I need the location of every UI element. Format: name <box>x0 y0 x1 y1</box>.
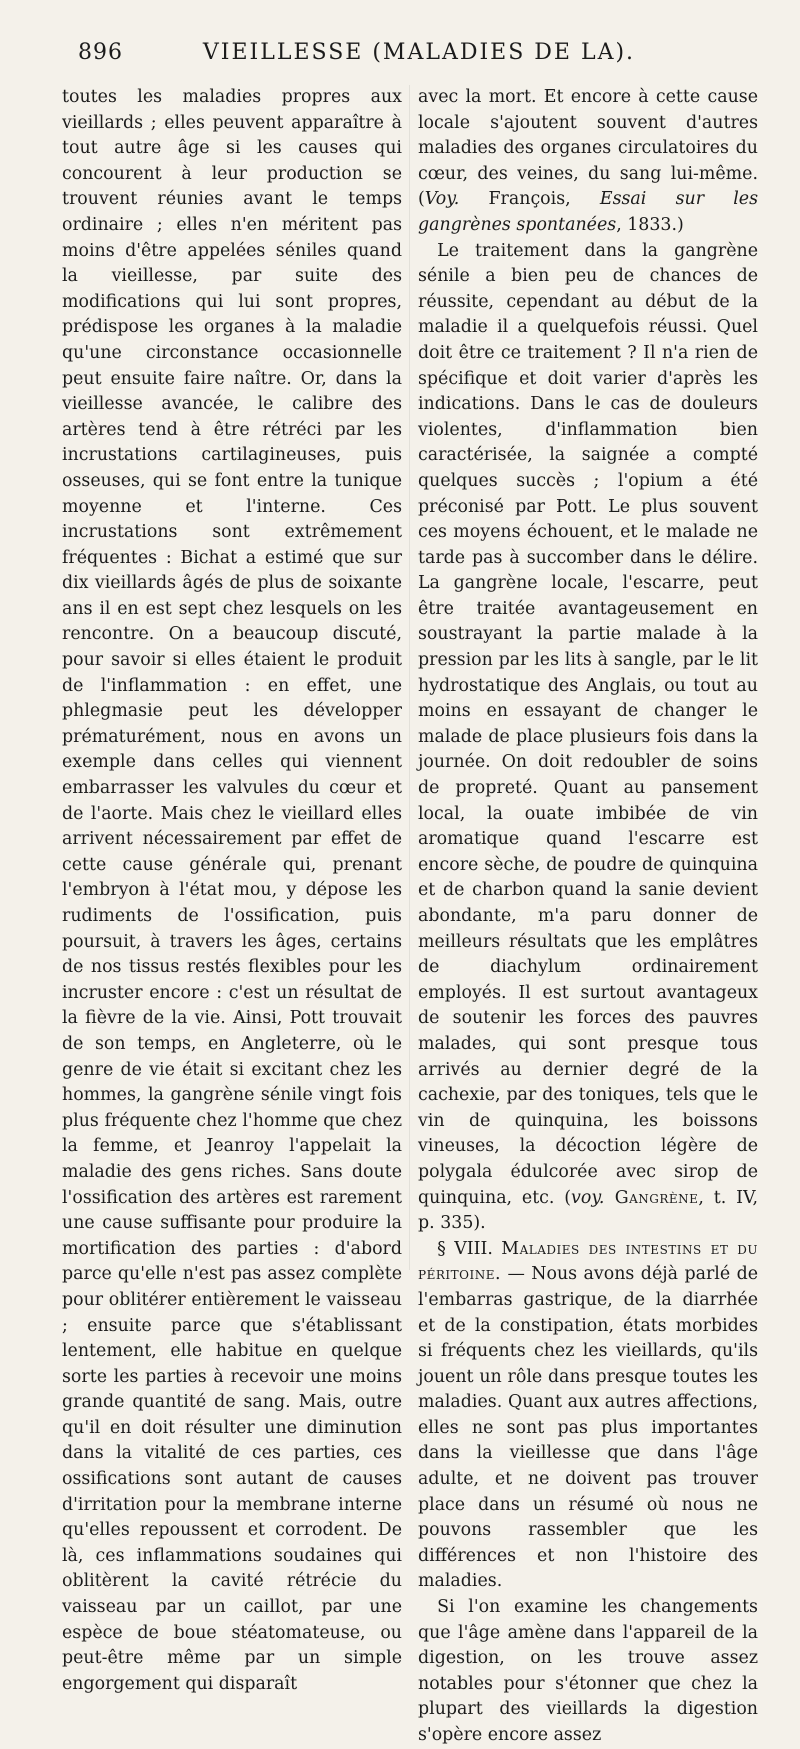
reference: voy. <box>571 1187 605 1208</box>
paragraph: toutes les maladies propres aux vieillards ; elles peuvent apparaître à tout autre âge si les causes qui concourent à leur production se trouvent réunies avant le temps ordinaire ; elles n'en méritent pas moins d'être appelées séniles quand la vieillesse, par suite des modifications qui lui sont propres, prédispose les organes à la maladie qu'une circonstance occasionnelle peut ensuite faire naître. Or, dans la vieillesse avancée, le calibre des artères tend à être rétréci par les incrustations cartilagineuses, puis osseuses, qui se font entre la tunique moyenne et l'interne. Ces incrustations sont extrêmement fréquentes : Bichat a estimé que sur dix vieillards âgés de plus de soixante ans il en est sept chez lesquels on les rencontre. On a beaucoup discuté, pour savoir si elles étaient le produit de l'inflammation : en effet, une phlegmasie peut les développer prématurément, nous en avons un exemple dans celles qui viennent embarrasser les valvules du cœur et de l'aorte. Mais chez le vieillard elles arrivent nécessairement par effet de cette cause générale qui, prenant l'embryon à l'état mou, y dépose les rudiments de l'ossification, puis poursuit, à travers les âges, certains de nos tissus restés flexibles pour les incruster encore : c'est un résultat de la fièvre de la vie. Ainsi, Pott trouvait de son temps, en Angleterre, où le genre de vie était si excitant chez les hommes, la gangrène sénile vingt fois plus fréquente chez l'homme que chez la femme, et Jeanroy l'appelait la maladie des gens riches. Sans doute l'ossification des artères est rarement une cause suffisante pour produire la mortification des parties : d'abord parce qu'elle n'est pas assez complète pour oblitérer entièrement le vaisseau ; ensuite parce que s'établissant lentement, elle habitue en quelque sorte les parties à recevoir une moins grande quantité de sang. Mais, outre qu'il en doit résulter une diminution dans la vitalité de ces parties, ces ossifications sont autant de causes d'irritation pour la membrane interne qu'elles repoussent et corrodent. De là, ces inflammations soudaines qui oblitèrent la cavité rétrécie du vaisseau par un caillot, par une espèce de boue stéatomateuse, ou peut-être même par un simple engorgement qui disparaît <box>62 87 402 1694</box>
cross-reference: Gangrène <box>604 1187 699 1208</box>
page-header <box>78 40 760 80</box>
paragraph-treatment <box>418 239 758 1237</box>
right-column <box>418 85 758 1749</box>
text: avec la mort. Et encore à cette cause locale s'ajoutent souvent d'autres maladies des organes circulatoires du cœur, des veines, du sang lui-même. ( <box>418 87 758 210</box>
text: — Nous avons déjà parlé de l'embarras gastrique, de la diarrhée et de la constipation, états morbides si fréquents chez les vieillards, qu'ils jouent un rôle dans presque toutes les maladies. Quant aux autres affections, elles ne sont pas plus importantes dans la vieillesse que dans l'âge adulte, et ne doivent pas trouver place dans un résumé où nous ne pouvons rassembler que les différences et non l'histoire des maladies. <box>418 1264 758 1592</box>
section-title: Maladies des intestins et du péritoine. <box>418 1238 758 1285</box>
text: , 1833.) <box>616 214 684 235</box>
paragraph-digestion: Si l'on examine les changements que l'âge amène dans l'appareil de la digestion, on les trouve assez notables pour s'étonner que chez la plupart des vieillards la digestion s'opère encore assez <box>418 1597 758 1745</box>
reference-title: Essai sur les gangrènes spontanées <box>418 189 759 235</box>
paragraph-continuation <box>418 85 758 239</box>
text: Le traitement dans la gangrène sénile a bien peu de chances de réussite, cependant au début de la maladie il a quelquefois réussi. Quel doit être ce traitement ? Il n'a rien de spécifique et doit varier d'après les indications. Dans le cas de douleurs violentes, d'inflammation bien caractérisée, la saignée a compté quelques succès ; l'opium a été préconisé par Pott. Le plus souvent ces moyens échouent, et le malade ne tarde pas à succomber dans le délire. La gangrène locale, l'escarre, peut être traitée avantageusement en soustrayant la partie malade à la pression par les lits à sangle, par le lit hydrostatique des Anglais, ou tout au moins en essayant de changer le malade de place plusieurs fois dans la journée. On doit redoubler de soins de propreté. Quant au pansement local, la ouate imbibée de vin aromatique quand l'escarre est encore sèche, de poudre de quinquina et de charbon quand la sanie devient abondante, m'a paru donner de meilleurs résultats que les emplâtres de diachylum ordinairement employés. Il est surtout avantageux de soutenir les forces des pauvres malades, qui sont presque tous arrivés au dernier degré de la cachexie, par des toniques, tels que le vin de quinquina, les boissons vineuses, la décoction légère de polygala édulcorée avec sirop de quinquina, etc. ( <box>418 240 758 1208</box>
reference: Voy. <box>424 189 460 210</box>
page-number: 896 <box>78 40 123 65</box>
text: , t. IV, p. 335). <box>418 1187 758 1234</box>
column-divider <box>409 85 410 1270</box>
running-title: VIEILLESSE (MALADIES DE LA). <box>202 40 636 65</box>
section-viii <box>418 1237 758 1595</box>
section-number: § VIII. <box>437 1238 502 1259</box>
text: François, <box>459 189 600 210</box>
left-column <box>62 85 402 1697</box>
